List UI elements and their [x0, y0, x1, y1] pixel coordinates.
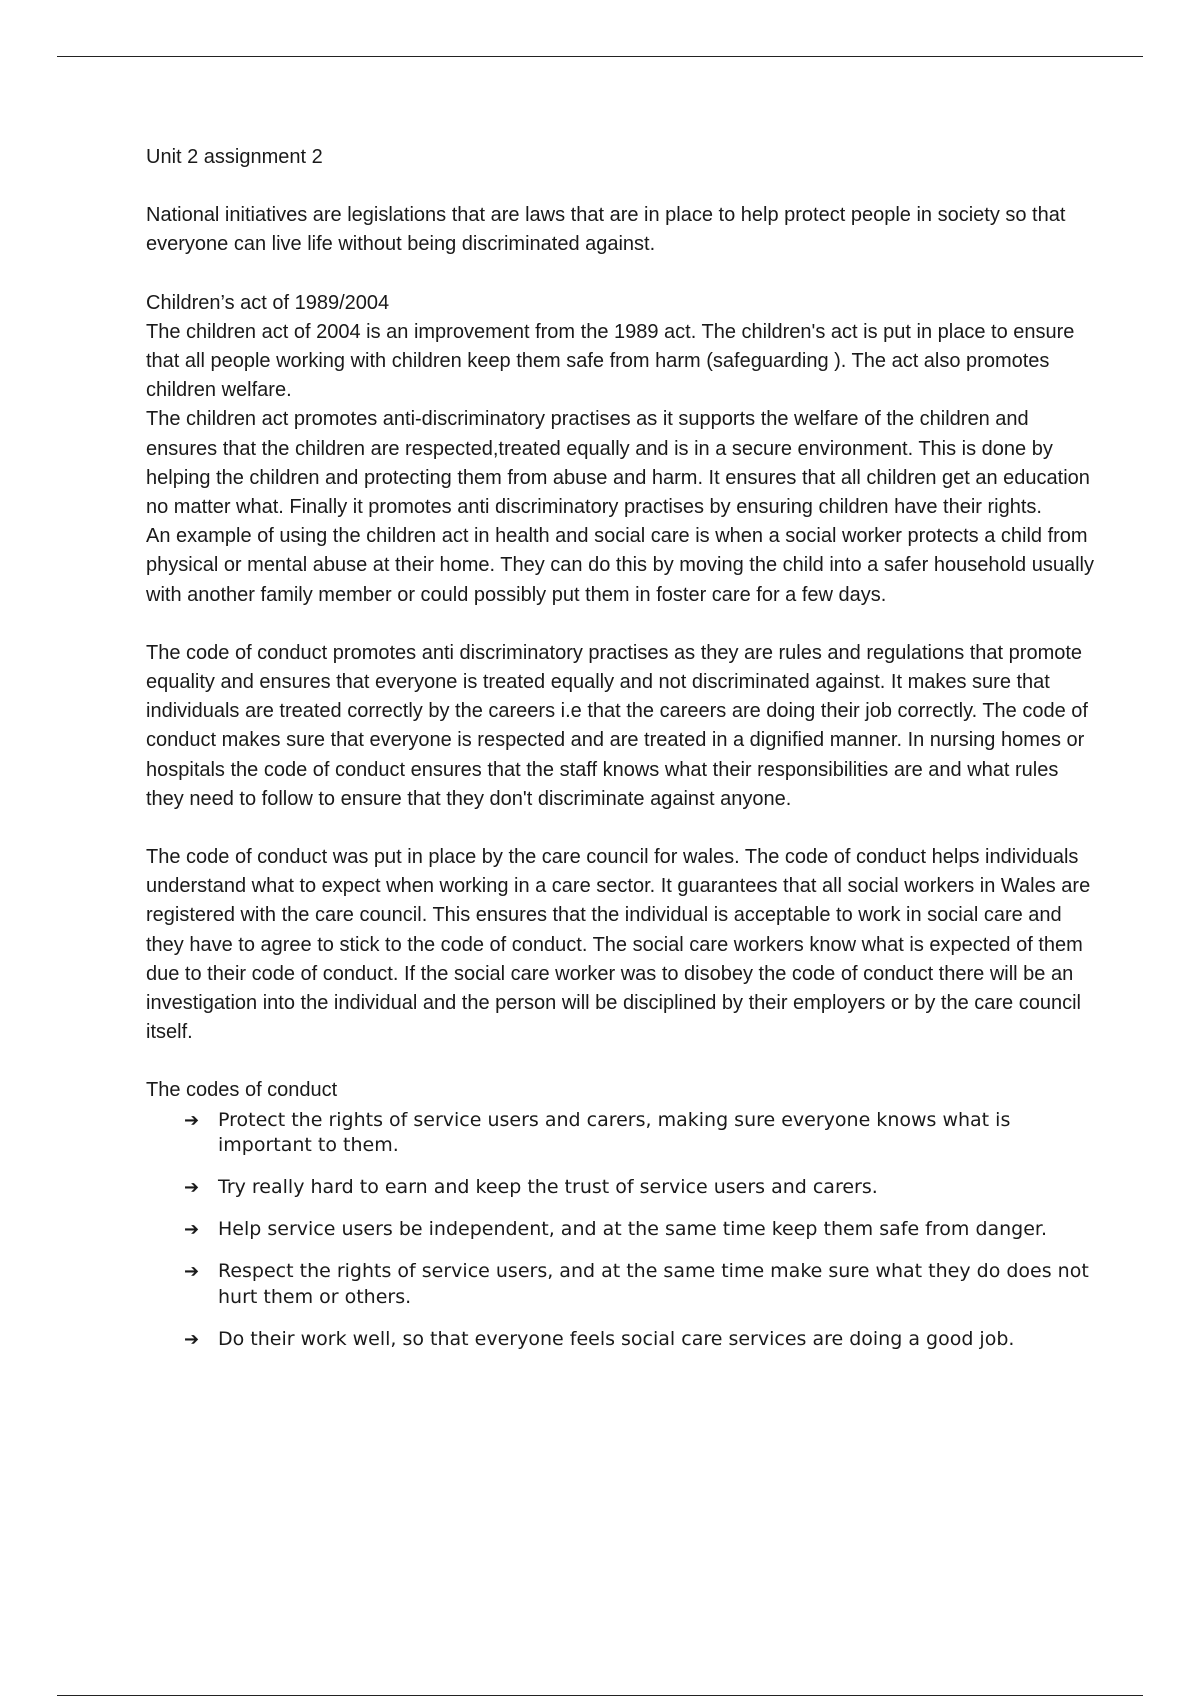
arrow-right-icon: ➔	[184, 1219, 200, 1241]
intro-paragraph: National initiatives are legislations that are laws that are in place to help protect people in society so that everyone can live life without being discriminated against.	[146, 204, 1066, 256]
list-item-text: Protect the rights of service users and carers, making sure everyone knows what is important to them.	[218, 1108, 1011, 1157]
codes-heading: The codes of conduct	[146, 1079, 338, 1102]
codes-list	[146, 1108, 1096, 1353]
list-item	[184, 1259, 1096, 1310]
list-item	[184, 1327, 1096, 1353]
childrens-act-paragraph: The children act of 2004 is an improvement from the 1989 act. The children's act is put in place to ensure that all people working with children keep them safe from harm (safeguarding ). The act also promotes children welfare.	[146, 320, 1075, 402]
list-item-text: Respect the rights of service users, and at the same time make sure what they do does not hurt them or others.	[218, 1260, 1089, 1308]
childrens-act-paragraph: An example of using the children act in health and social care is when a social worker protects a child from physical or mental abuse at their home. They can do this by moving the child into a safer household usually with another family member or could possibly put them in foster care for a few days.	[146, 525, 1094, 606]
arrow-right-icon: ➔	[184, 1261, 200, 1283]
spacer	[146, 610, 1096, 639]
arrow-right-icon: ➔	[184, 1109, 200, 1131]
list-item	[184, 1175, 1096, 1201]
arrow-right-icon: ➔	[184, 1328, 200, 1350]
spacer	[146, 1047, 1096, 1076]
list-item	[184, 1217, 1096, 1243]
arrow-right-icon: ➔	[184, 1177, 200, 1199]
list-item-text: Try really hard to earn and keep the trust of service users and carers.	[218, 1176, 878, 1199]
spacer	[146, 260, 1096, 289]
header-rule	[57, 56, 1143, 57]
childrens-act-paragraph: The children act promotes anti-discriminatory practises as it supports the welfare of the children and ensures that the children are respected,treated equally and is in a secure environment. This is done by helping the children and protecting them from abuse and harm. It ensures that all children get an education no matter what. Finally it promotes anti discriminatory practises by ensuring children have their rights.	[146, 408, 1090, 519]
document-title: Unit 2 assignment 2	[146, 146, 323, 168]
spacer	[146, 172, 1096, 201]
document-body	[146, 143, 1096, 1369]
list-item-text: Do their work well, so that everyone feels social care services are doing a good job.	[218, 1327, 1015, 1350]
spacer	[146, 814, 1096, 843]
childrens-act-heading: Children’s act of 1989/2004	[146, 291, 390, 314]
list-item-text: Help service users be independent, and at the same time keep them safe from danger.	[218, 1218, 1048, 1241]
code-of-conduct-paragraph: The code of conduct was put in place by the care council for wales. The code of conduct helps individuals understand what to expect when working in a care sector. It guarantees that all social workers in Wales are registered with the care council. This ensures that the individual is acceptable to work in social care and they have to agree to stick to the code of conduct. The social care workers know what is expected of them due to their code of conduct. If the social care worker was to disobey the code of conduct there will be an investigation into the individual and the person will be disciplined by their employers or by the care council itself.	[146, 846, 1091, 1044]
code-of-conduct-paragraph: The code of conduct promotes anti discriminatory practises as they are rules and regulations that promote equality and ensures that everyone is treated equally and not discriminated against. It makes sure that individuals are treated correctly by the careers i.e that the careers are doing their job correctly. The code of conduct makes sure that everyone is respected and are treated in a dignified manner. In nursing homes or hospitals the code of conduct ensures that the staff knows what their responsibilities are and what rules they need to follow to ensure that they don't discriminate against anyone.	[146, 641, 1088, 810]
list-item	[184, 1108, 1096, 1159]
footer-rule	[57, 1695, 1143, 1696]
